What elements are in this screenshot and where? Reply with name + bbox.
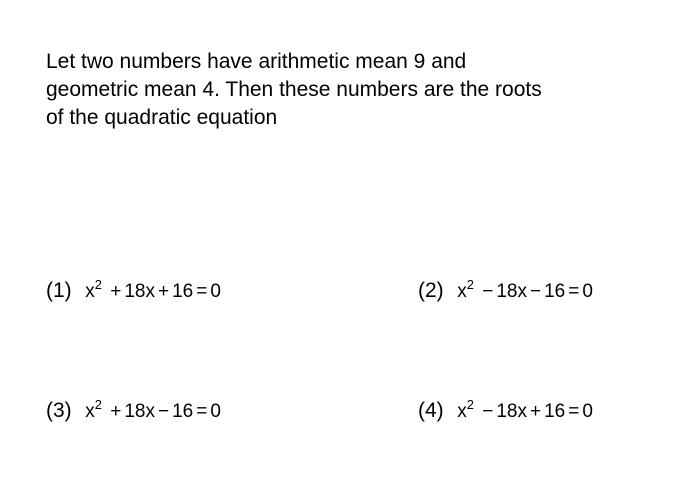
option-4[interactable]: [418, 398, 593, 425]
option-3[interactable]: [46, 398, 221, 425]
equation-equals: =: [196, 281, 208, 302]
equation-base: x: [457, 401, 467, 422]
equation-rhs: 0: [582, 401, 593, 422]
equation-operator: +: [158, 281, 170, 302]
equation-rhs: 0: [210, 281, 221, 302]
equation-operator: −: [482, 401, 494, 422]
equation-base: x: [85, 401, 95, 422]
equation-operator: −: [530, 281, 542, 302]
equation-exponent: 2: [466, 277, 474, 292]
option-2[interactable]: [418, 278, 593, 305]
question-text: [46, 48, 646, 132]
equation-constant: 16: [544, 401, 566, 422]
equation-equals: =: [196, 401, 208, 422]
equation-linear-term: 18x: [496, 281, 527, 302]
equation-rhs: 0: [582, 281, 593, 302]
equation-base: x: [85, 281, 95, 302]
equation-equals: =: [568, 401, 580, 422]
equation-constant: 16: [172, 401, 194, 422]
option-equation: [85, 277, 221, 302]
equation-linear-term: 18x: [124, 401, 155, 422]
equation-operator: +: [110, 401, 122, 422]
question-line-3: of the quadratic equation: [46, 106, 278, 129]
equation-exponent: 2: [94, 397, 102, 412]
question-line-2: geometric mean 4. Then these numbers are the roots: [46, 78, 542, 101]
equation-constant: 16: [544, 281, 566, 302]
option-1[interactable]: [46, 278, 221, 305]
equation-operator: −: [482, 281, 494, 302]
option-equation: [85, 397, 221, 422]
equation-constant: 16: [172, 281, 194, 302]
question-line-1: Let two numbers have arithmetic mean 9 and: [46, 50, 467, 73]
equation-operator: +: [530, 401, 542, 422]
equation-linear-term: 18x: [124, 281, 155, 302]
option-equation: [457, 397, 593, 422]
equation-base: x: [457, 281, 467, 302]
equation-equals: =: [568, 281, 580, 302]
equation-rhs: 0: [210, 401, 221, 422]
equation-operator: −: [158, 401, 170, 422]
option-equation: [457, 277, 593, 302]
option-number: (4): [418, 399, 444, 422]
equation-exponent: 2: [94, 277, 102, 292]
equation-exponent: 2: [466, 397, 474, 412]
equation-operator: +: [110, 281, 122, 302]
option-number: (2): [418, 279, 444, 302]
option-number: (1): [46, 279, 72, 302]
equation-linear-term: 18x: [496, 401, 527, 422]
option-number: (3): [46, 399, 72, 422]
